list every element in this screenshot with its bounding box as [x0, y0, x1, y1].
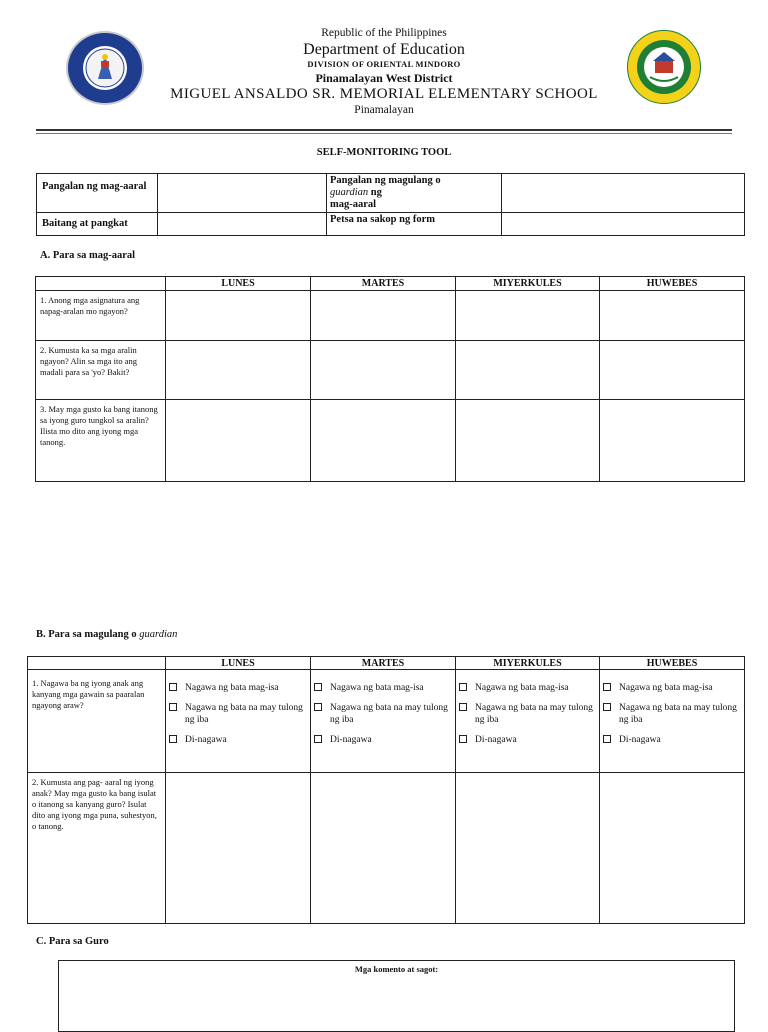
parent-question-1: 1. Nagawa ba ng iyong anak ang kanyang mga gawain sa paaralan ngayong araw?	[28, 670, 166, 773]
answer-cell[interactable]	[166, 773, 311, 924]
student-name-label-cell	[37, 174, 158, 213]
date-label-cell	[327, 213, 502, 236]
student-question-3: 3. May mga gusto ka bang itanong sa iyong guro tungkol sa aralin? Ilista mo dito ang iyong mga tanong.	[36, 400, 166, 482]
option-done-alone[interactable]	[166, 682, 310, 694]
checkbox-icon[interactable]	[169, 703, 177, 711]
answer-cell[interactable]	[166, 291, 311, 341]
answer-cell[interactable]	[166, 341, 311, 400]
answer-cell[interactable]	[311, 291, 456, 341]
department-name: Department of Education	[303, 41, 465, 58]
checkbox-icon[interactable]	[459, 683, 467, 691]
parent-question-2-line1: 2. Kumusta ang pag- aaral ng iyong anak? May mga gusto ka bang isulat o itanong sa kanyang guro? Isulat dito ang iyong mga puna, suhestyon,	[32, 777, 157, 820]
student-table-corner	[36, 277, 166, 291]
parent-label-guardian: guardian	[330, 187, 369, 198]
student-table	[35, 276, 745, 482]
option-done-with-help[interactable]	[311, 702, 455, 726]
section-a-letter: A.	[40, 250, 51, 261]
option-label: Nagawa ng bata na may tulong ng iba	[475, 703, 593, 725]
student-day-huwebes: HUWEBES	[600, 277, 745, 291]
parent-day-martes: MARTES	[311, 657, 456, 670]
checkbox-icon[interactable]	[459, 735, 467, 743]
parent-options-martes	[311, 670, 456, 773]
parent-day-lunes: LUNES	[166, 657, 311, 670]
header-divider-thin	[36, 133, 732, 134]
answer-cell[interactable]	[456, 341, 600, 400]
header-divider-thick	[36, 129, 732, 131]
checkbox-icon[interactable]	[169, 735, 177, 743]
answer-cell[interactable]	[456, 400, 600, 482]
answer-cell[interactable]	[600, 400, 745, 482]
option-label: Nagawa ng bata na may tulong ng iba	[619, 703, 737, 725]
option-not-done[interactable]	[311, 734, 455, 746]
checkbox-icon[interactable]	[314, 703, 322, 711]
section-b-heading	[36, 629, 177, 640]
answer-cell[interactable]	[600, 291, 745, 341]
parent-table	[27, 656, 745, 924]
answer-cell[interactable]	[311, 773, 456, 924]
option-done-alone[interactable]	[600, 682, 744, 694]
checkbox-icon[interactable]	[459, 703, 467, 711]
option-not-done[interactable]	[456, 734, 599, 746]
grade-label: Baitang at pangkat	[42, 218, 128, 229]
option-done-with-help[interactable]	[600, 702, 744, 726]
town-name: Pinamalayan	[354, 104, 414, 116]
parent-question-2	[28, 773, 166, 924]
answer-cell[interactable]	[456, 291, 600, 341]
option-done-alone[interactable]	[456, 682, 599, 694]
parent-name-field[interactable]	[502, 174, 745, 213]
student-day-martes: MARTES	[311, 277, 456, 291]
option-not-done[interactable]	[166, 734, 310, 746]
parent-options-miyerkules	[456, 670, 600, 773]
answer-cell[interactable]	[311, 341, 456, 400]
grade-field[interactable]	[158, 213, 327, 236]
student-name-field[interactable]	[158, 174, 327, 213]
teacher-comment-box[interactable]	[58, 960, 735, 1032]
teacher-comment-label: Mga komento at sagot:	[354, 964, 439, 974]
section-b-title-guardian: guardian	[139, 629, 178, 640]
grade-label-cell	[37, 213, 158, 236]
option-label: Nagawa ng bata na may tulong ng iba	[330, 703, 448, 725]
parent-question-2-line2: o tanong.	[32, 821, 64, 831]
option-label: Di-nagawa	[619, 735, 661, 745]
district-name: Pinamalayan West District	[315, 71, 453, 85]
option-label: Nagawa ng bata na may tulong ng iba	[185, 703, 303, 725]
parent-label-part3: mag-aaral	[330, 199, 377, 210]
parent-label-part2: ng	[370, 187, 382, 198]
student-day-lunes: LUNES	[166, 277, 311, 291]
option-label: Di-nagawa	[185, 735, 227, 745]
checkbox-icon[interactable]	[603, 683, 611, 691]
checkbox-icon[interactable]	[603, 735, 611, 743]
option-label: Di-nagawa	[330, 735, 372, 745]
division-name: DIVISION OF ORIENTAL MINDORO	[307, 59, 461, 69]
answer-cell[interactable]	[166, 400, 311, 482]
checkbox-icon[interactable]	[314, 683, 322, 691]
option-label: Nagawa ng bata mag-isa	[185, 683, 279, 693]
date-field[interactable]	[502, 213, 745, 236]
section-c-letter: C.	[36, 936, 47, 947]
parent-table-corner	[28, 657, 166, 670]
checkbox-icon[interactable]	[169, 683, 177, 691]
parent-options-lunes	[166, 670, 311, 773]
date-label: Petsa na sakop ng form	[330, 214, 436, 225]
student-day-miyerkules: MIYERKULES	[456, 277, 600, 291]
section-b-title: Para sa magulang o	[48, 629, 137, 640]
parent-options-huwebes	[600, 670, 745, 773]
school-name: MIGUEL ANSALDO SR. MEMORIAL ELEMENTARY SCHOOL	[170, 86, 598, 102]
answer-cell[interactable]	[456, 773, 600, 924]
option-label: Nagawa ng bata mag-isa	[619, 683, 713, 693]
option-done-with-help[interactable]	[456, 702, 599, 726]
parent-day-miyerkules: MIYERKULES	[456, 657, 600, 670]
parent-label-part1: Pangalan ng magulang o	[330, 175, 441, 186]
answer-cell[interactable]	[600, 341, 745, 400]
form-title: SELF-MONITORING TOOL	[316, 147, 452, 158]
parent-day-huwebes: HUWEBES	[600, 657, 745, 670]
section-c-title: Para sa Guro	[48, 936, 109, 947]
section-a-heading	[40, 250, 135, 261]
section-c-heading	[36, 936, 109, 947]
parent-name-label-cell	[327, 174, 502, 213]
info-table	[36, 173, 745, 236]
option-not-done[interactable]	[600, 734, 744, 746]
section-a-title: Para sa mag-aaral	[52, 250, 136, 261]
option-label: Di-nagawa	[475, 735, 517, 745]
option-done-alone[interactable]	[311, 682, 455, 694]
student-question-2: 2. Kumusta ka sa mga aralin ngayon? Alin sa mga ito ang madali para sa 'yo? Bakit?	[36, 341, 166, 400]
student-name-label: Pangalan ng mag-aaral	[42, 181, 147, 192]
checkbox-icon[interactable]	[603, 703, 611, 711]
answer-cell[interactable]	[311, 400, 456, 482]
section-b-letter: B.	[36, 629, 46, 640]
answer-cell[interactable]	[600, 773, 745, 924]
republic-line: Republic of the Philippines	[321, 27, 447, 39]
checkbox-icon[interactable]	[314, 735, 322, 743]
option-done-with-help[interactable]	[166, 702, 310, 726]
option-label: Nagawa ng bata mag-isa	[475, 683, 569, 693]
student-question-1: 1. Anong mga asignatura ang napag-aralan mo ngayon?	[36, 291, 166, 341]
option-label: Nagawa ng bata mag-isa	[330, 683, 424, 693]
